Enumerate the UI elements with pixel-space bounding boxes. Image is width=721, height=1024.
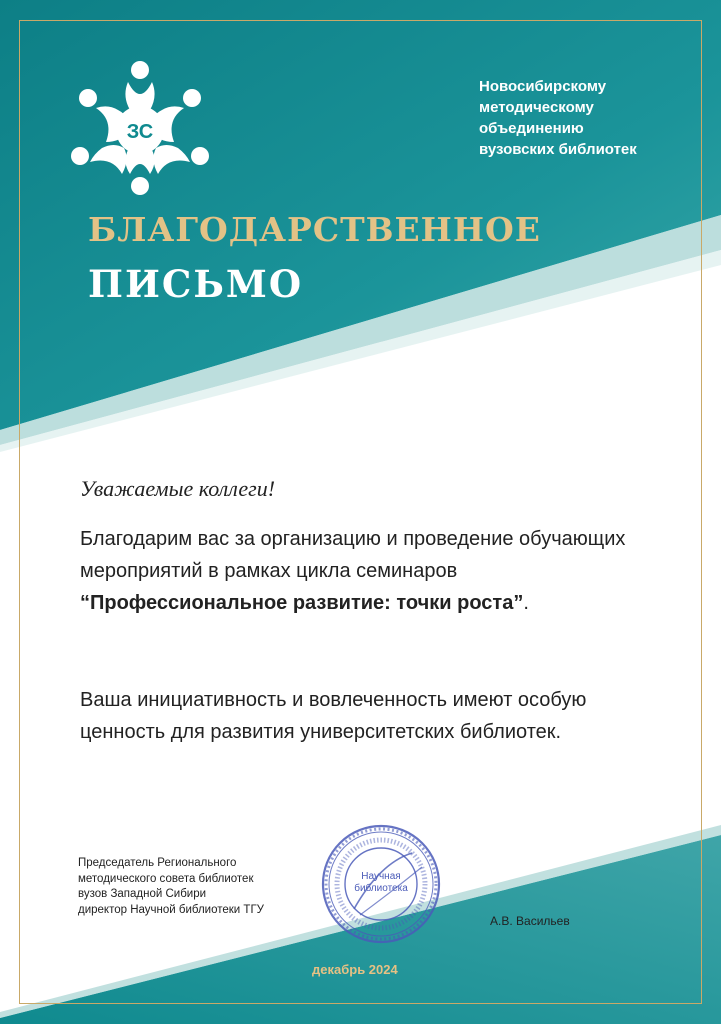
appreciation-paragraph: Ваша инициативность и вовлеченность имеют особую ценность для развития университетских библиотек. <box>80 689 587 743</box>
recipient-line: объединению <box>479 120 584 137</box>
recipient-organization <box>479 76 709 160</box>
document-date: декабрь 2024 <box>312 962 398 977</box>
paragraph-end: . <box>523 592 529 614</box>
recipient-line: вузовских библиотек <box>479 141 637 158</box>
organization-logo <box>62 58 218 196</box>
recipient-line: Новосибирскому <box>479 78 607 95</box>
signatory-line: директор Научной библиотеки ТГУ <box>78 903 264 916</box>
recipient-line: методическому <box>479 99 594 116</box>
document-title-line2: ПИСЬМО <box>88 262 304 306</box>
signatory-line: методического совета библиотек <box>78 872 254 885</box>
signatory-line: вузов Западной Сибири <box>78 888 207 900</box>
stamp-text: библиотека <box>354 883 408 894</box>
logo-text: ЗС <box>126 121 154 143</box>
official-stamp <box>320 823 442 945</box>
stamp-text: Научная <box>361 871 401 882</box>
seminar-title: “Профессиональное развитие: точки роста” <box>80 592 524 614</box>
signatory-name: А.В. Васильев <box>490 914 570 928</box>
document-title-line1: БЛАГОДАРСТВЕННОЕ <box>88 210 541 249</box>
gratitude-paragraph <box>80 523 660 619</box>
signatory-line: Председатель Регионального <box>78 857 237 869</box>
paragraph-text: Благодарим вас за организацию и проведение обучающих мероприятий в рамках цикла семинаров <box>80 528 626 582</box>
greeting: Уважаемые коллеги! <box>80 476 276 501</box>
signatory-title <box>78 856 264 918</box>
